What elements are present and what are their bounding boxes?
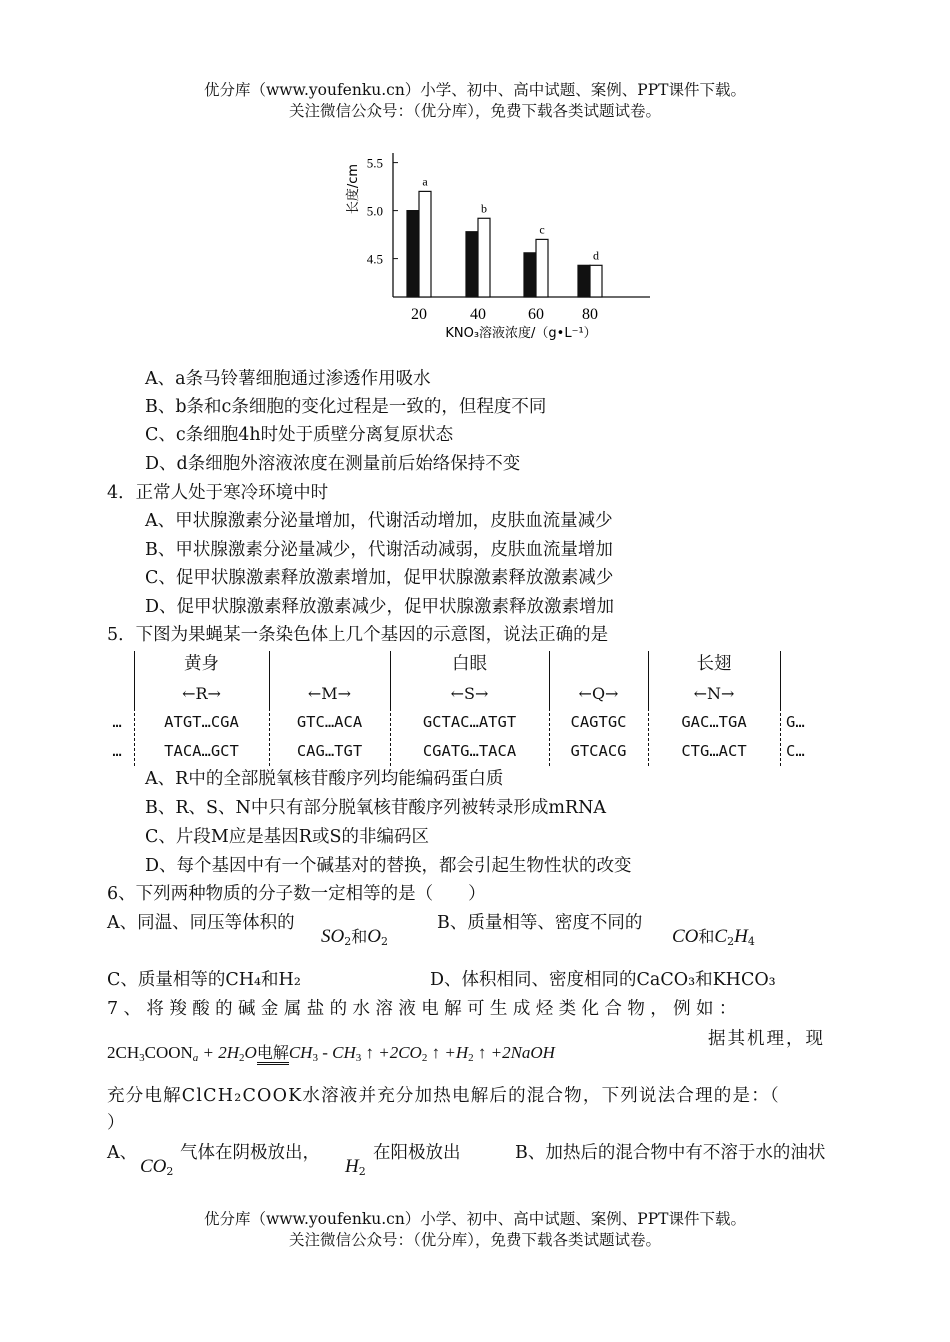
bar-after (478, 218, 490, 297)
subscript: 3 (139, 1052, 145, 1064)
top-strand-segment: GCTAC…ATGT (422, 713, 517, 731)
formula-so: SO (321, 926, 345, 947)
q4-option-c: C、促甲状腺激素释放激素增加，促甲状腺激素释放激素减少 (145, 568, 614, 588)
trait-long-wing: 长翅 (696, 654, 732, 674)
bottom-strand-segment: … (112, 742, 122, 760)
eq-part: 2CH (107, 1043, 140, 1062)
subscript: 2 (727, 935, 735, 948)
eq-part: + 2H (202, 1043, 240, 1062)
header-line-1: 优分库（www.youfenku.cn）小学、初中、高中试题、案例、PPT课件下载。 (203, 81, 747, 99)
subscript: 2 (380, 935, 388, 948)
header-line-2: 关注微信公众号：（优分库），免费下载各类试题试卷。 (288, 102, 661, 120)
q6-option-c: C、质量相等的CH₄和H₂ (107, 970, 301, 990)
subscript: 2 (166, 1165, 174, 1178)
q6-option-d: D、体积相同、密度相同的CaCO₃和KHCO₃ (430, 970, 776, 990)
q7-option-a-3: 在阳极放出 (373, 1143, 461, 1163)
eq-part: COON (144, 1043, 193, 1062)
formula-h: H (734, 926, 748, 947)
eq-part: - CH (317, 1043, 356, 1062)
trait-white-eye: 白眼 (452, 654, 487, 674)
q3-option-c: C、c条细胞4h时处于质壁分离复原状态 (145, 425, 454, 445)
eq-part: CH (288, 1043, 313, 1062)
bar-data-label: c (539, 222, 545, 237)
footer-line-1: 优分库（www.youfenku.cn）小学、初中、高中试题、案例、PPT课件下载。 (203, 1210, 747, 1228)
bar-data-label: d (593, 248, 599, 263)
separator (780, 708, 781, 766)
bar-data-label: a (422, 174, 428, 189)
q5-option-a: A、R中的全部脱氧核苷酸序列均能编码蛋白质 (145, 769, 504, 789)
bottom-strand-segment: CGATG…TACA (422, 742, 517, 760)
q7-option-a-formula-2 (345, 1154, 366, 1185)
eq-part: ↑ +2NaOH (473, 1043, 555, 1062)
y-axis-label: 长度/cm (346, 163, 361, 215)
top-strand-segment: G… (786, 713, 805, 731)
electrolysis-label: 电解 (257, 1043, 289, 1065)
y-tick-label: 4.5 (366, 251, 383, 267)
q7-line-3: ） (107, 1113, 125, 1133)
q6-option-b (437, 910, 642, 936)
bottom-strand-segment: CTG…ACT (681, 742, 747, 760)
x-tick-label: 60 (528, 306, 544, 323)
q4-option-d: D、促甲状腺激素释放激素减少，促甲状腺激素释放激素增加 (145, 597, 615, 617)
bar-after (590, 265, 602, 297)
formula-c: C (714, 926, 728, 947)
and-text: 和 (698, 927, 715, 946)
top-strand-segment: CAGTGC (570, 713, 627, 731)
subscript: 2 (468, 1052, 474, 1064)
top-strand-segment: … (112, 713, 122, 731)
top-strand-segment: GAC…TGA (681, 713, 747, 731)
gene-s: ←S→ (450, 684, 489, 703)
bar-before (407, 211, 419, 297)
y-tick-label: 5.0 (366, 203, 383, 219)
q4-option-a: A、甲状腺激素分泌量增加，代谢活动增加，皮肤血流量减少 (145, 511, 613, 531)
formula-co: CO (672, 926, 699, 947)
q3-option-b: B、b条和c条细胞的变化过程是一致的，但程度不同 (145, 397, 547, 417)
bar-chart (335, 145, 665, 345)
subscript: 2 (421, 1052, 428, 1064)
q4-option-b: B、甲状腺激素分泌量减少，代谢活动减弱，皮肤血流量增加 (145, 540, 613, 560)
eq-part: ↑ +H (427, 1043, 469, 1062)
formula-h2: H (345, 1156, 359, 1177)
gene-m: ←M→ (307, 684, 352, 703)
q6-option-b-text: B、质量相等、密度不同的 (437, 913, 643, 933)
and-text: 和 (351, 927, 368, 946)
q5-option-c: C、片段M应是基因R或S的非编码区 (145, 827, 429, 847)
x-tick-label: 20 (411, 306, 427, 323)
subscript: 3 (312, 1052, 318, 1064)
bottom-strand-segment: C… (786, 742, 805, 760)
y-tick-label: 5.5 (366, 155, 383, 171)
q5-option-d: D、每个基因中有一个碱基对的替换，都会引起生物性状的改变 (145, 856, 632, 876)
gene-n: ←N→ (693, 684, 735, 703)
q7-option-a-2: 气体在阴极放出， (180, 1143, 320, 1163)
formula-co2: CO (140, 1156, 167, 1177)
q7-equation (107, 1040, 555, 1064)
q7-option-a-formula-1 (140, 1154, 173, 1185)
q4-stem: 4．正常人处于寒冷环境中时 (107, 483, 329, 503)
q3-option-d: D、d条细胞外溶液浓度在测量前后始络保持不变 (145, 454, 521, 474)
q6-option-a (107, 910, 295, 936)
subscript: 2 (344, 935, 352, 948)
formula-o: O (367, 926, 381, 947)
q7-option-b: B、加热后的混合物中有不溶于水的油状 (515, 1143, 826, 1163)
x-tick-label: 40 (470, 306, 486, 323)
q7-stem: 7、将羧酸的碱金属盐的水溶液电解可生成烃类化合物，例如： (107, 999, 742, 1019)
q6-option-a-text: A、同温、同压等体积的 (107, 913, 295, 933)
q6-option-a-formula (321, 924, 388, 955)
bar-before (466, 232, 478, 297)
gene-q: ←Q→ (578, 684, 619, 703)
bottom-strand-segment: CAG…TGT (296, 742, 363, 760)
subscript: a (192, 1052, 199, 1064)
q6-option-b-formula (672, 924, 755, 955)
q7-option-a-1: A、 (107, 1143, 138, 1163)
footer-line-2: 关注微信公众号：（优分库），免费下载各类试题试卷。 (288, 1231, 661, 1249)
q5-stem: 5．下图为果蝇某一条染色体上几个基因的示意图，说法正确的是 (107, 625, 609, 645)
bar-after (419, 191, 431, 297)
subscript: 2 (358, 1165, 366, 1178)
bottom-strand-segment: GTCACG (570, 742, 627, 760)
separator (780, 651, 781, 708)
subscript: 4 (747, 935, 755, 948)
q5-option-b: B、R、S、N中只有部分脱氧核苷酸序列被转录形成mRNA (145, 798, 607, 818)
q7-eq-tail: 据其机理，现 (708, 1029, 825, 1049)
bar-before (578, 265, 590, 297)
bar-data-label: b (481, 201, 487, 216)
top-strand-segment: ATGT…CGA (164, 713, 239, 731)
bar-after (536, 239, 548, 297)
q6-stem: 6、下列两种物质的分子数一定相等的是（ ） (107, 884, 486, 904)
eq-part: ↑ +2CO (361, 1043, 422, 1062)
top-strand-segment: GTC…ACA (296, 713, 363, 731)
bar-before (524, 253, 536, 297)
q3-option-a: A、a条马铃薯细胞通过渗透作用吸水 (145, 369, 431, 389)
eq-part: O (244, 1043, 257, 1062)
subscript: 2 (239, 1052, 245, 1064)
x-axis-label: KNO₃溶液浓度/（g•L⁻¹） (445, 326, 597, 341)
q7-line-2: 充分电解ClCH₂COOK水溶液并充分加热电解后的混合物，下列说法合理的是：（ (107, 1086, 780, 1106)
bottom-strand-segment: TACA…GCT (164, 742, 239, 760)
subscript: 3 (355, 1052, 362, 1064)
gene-r: ←R→ (182, 684, 221, 703)
trait-yellow-body: 黄身 (184, 654, 219, 674)
x-tick-label: 80 (582, 306, 598, 323)
